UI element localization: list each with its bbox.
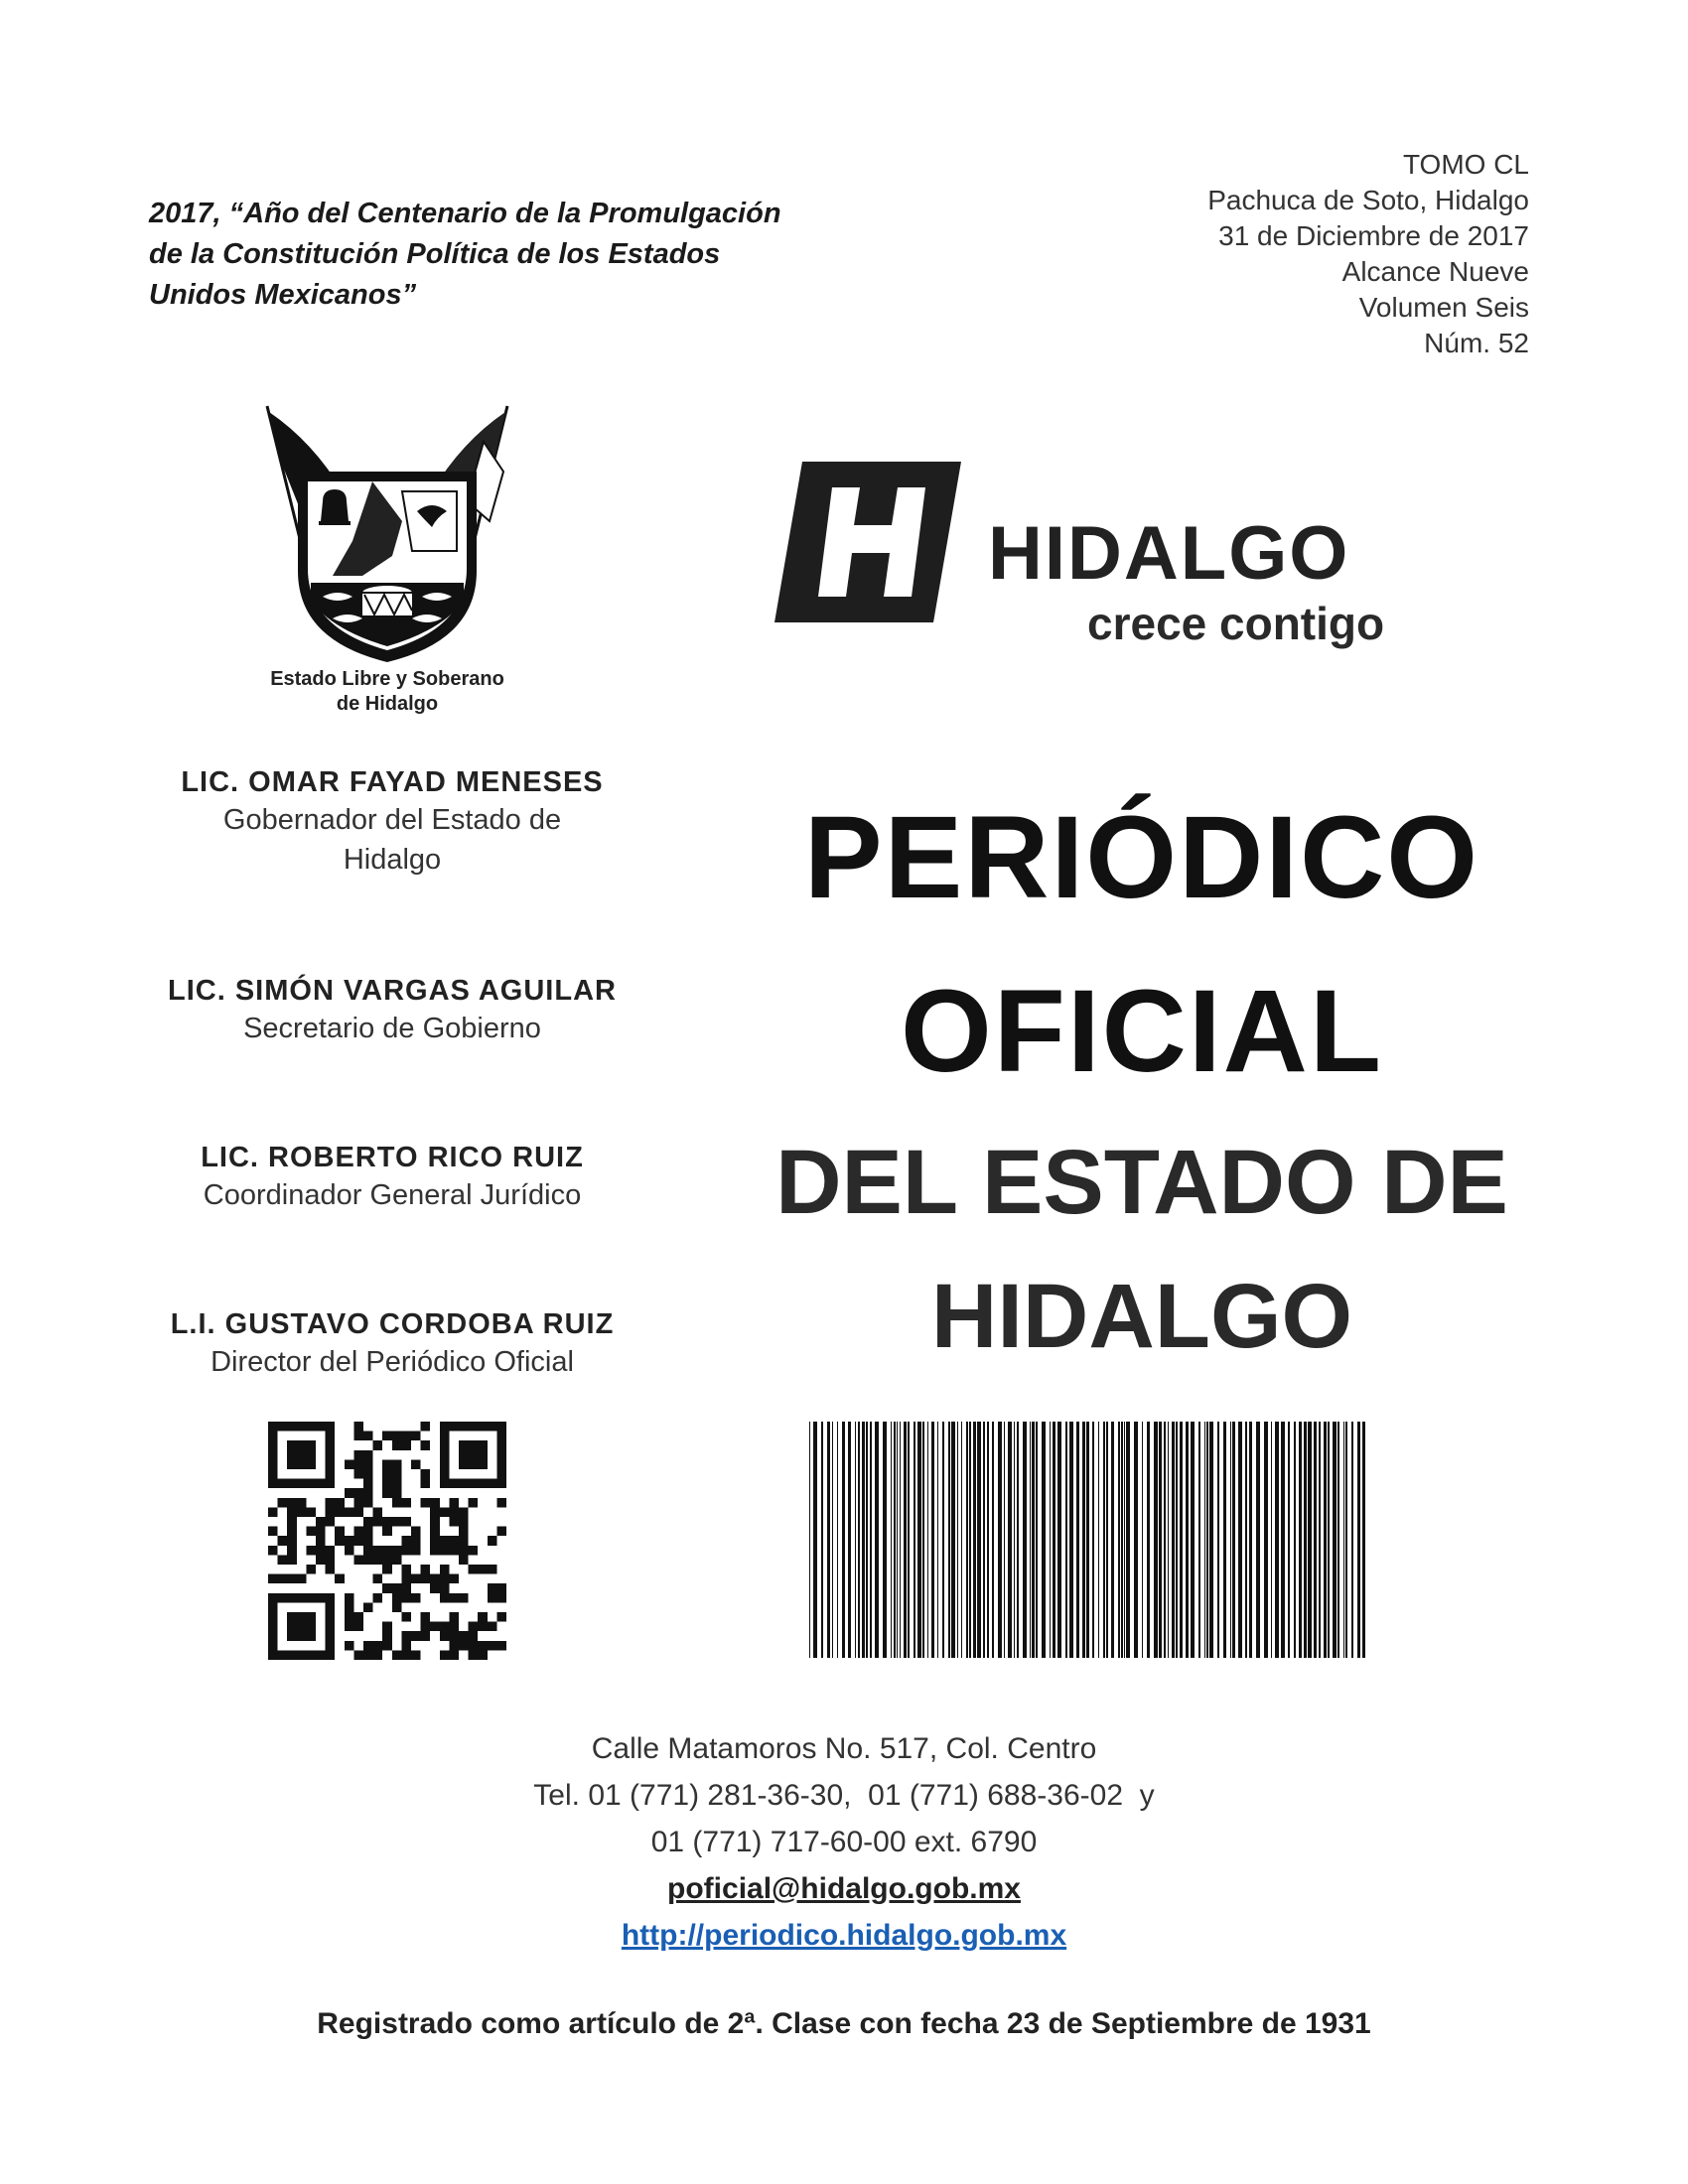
official-name: LIC. OMAR FAYAD MENESES: [181, 766, 604, 798]
official-name: LIC. ROBERTO RICO RUIZ: [201, 1142, 584, 1173]
registration-note: Registrado como artículo de 2ª. Clase con fecha 23 de Septiembre de 1931: [317, 2007, 1371, 2040]
year-motto: [149, 194, 844, 316]
edition-volume: Volumen Seis: [1358, 292, 1529, 323]
edition-number: Núm. 52: [1424, 328, 1529, 358]
hidalgo-h-logo-icon: [774, 462, 961, 622]
logo-tagline: crece contigo: [1087, 598, 1385, 649]
official-role: Gobernador del Estado de: [222, 804, 562, 836]
contact-phones: Tel. 01 (771) 281-36-30, 01 (771) 688-36-02 y: [533, 1779, 1155, 1812]
contact-website-link[interactable]: http://periodico.hidalgo.gob.mx: [621, 1919, 1067, 1952]
title-periodico: PERIÓDICO: [803, 792, 1480, 923]
motto-line: Unidos Mexicanos”: [149, 279, 417, 311]
edition-info: [1033, 147, 1529, 361]
caption-line: Estado Libre y Soberano: [270, 668, 504, 690]
contact-address: Calle Matamoros No. 517, Col. Centro: [591, 1732, 1097, 1765]
contact-block: [298, 1725, 1390, 1959]
official-name: L.I. GUSTAVO CORDOBA RUIZ: [170, 1308, 615, 1340]
official-role: Secretario de Gobierno: [243, 1013, 541, 1044]
coat-of-arms-icon: [253, 402, 521, 670]
title-oficial: OFICIAL: [901, 966, 1383, 1097]
qr-code-icon: [268, 1422, 506, 1660]
barcode-icon: [809, 1422, 1365, 1658]
official-coordinator: [129, 1140, 655, 1215]
caption-line: de Hidalgo: [336, 693, 439, 715]
edition-date: 31 de Diciembre de 2017: [1218, 220, 1529, 251]
official-role: Coordinador General Jurídico: [203, 1179, 582, 1211]
edition-place: Pachuca de Soto, Hidalgo: [1207, 185, 1529, 215]
official-role: Hidalgo: [343, 844, 442, 876]
contact-email-link[interactable]: poficial@hidalgo.gob.mx: [667, 1872, 1021, 1905]
official-role: Director del Periódico Oficial: [211, 1346, 574, 1378]
motto-line: de la Constitución Política de los Estados: [149, 238, 721, 270]
coat-of-arms-caption: [228, 667, 546, 717]
motto-line: 2017, “Año del Centenario de la Promulgación: [149, 198, 781, 229]
contact-phones-ext: 01 (771) 717-60-00 ext. 6790: [650, 1826, 1038, 1858]
logo-wordmark: HIDALGO: [988, 511, 1350, 596]
title-del-estado: DEL ESTADO DE: [775, 1132, 1508, 1233]
edition-alcance: Alcance Nueve: [1341, 256, 1529, 287]
title-hidalgo: HIDALGO: [930, 1266, 1353, 1367]
edition-tomo: TOMO CL: [1402, 149, 1529, 180]
official-governor: [129, 764, 655, 880]
official-secretary: [129, 973, 655, 1048]
official-name: LIC. SIMÓN VARGAS AGUILAR: [168, 975, 617, 1007]
official-director: [129, 1306, 655, 1382]
